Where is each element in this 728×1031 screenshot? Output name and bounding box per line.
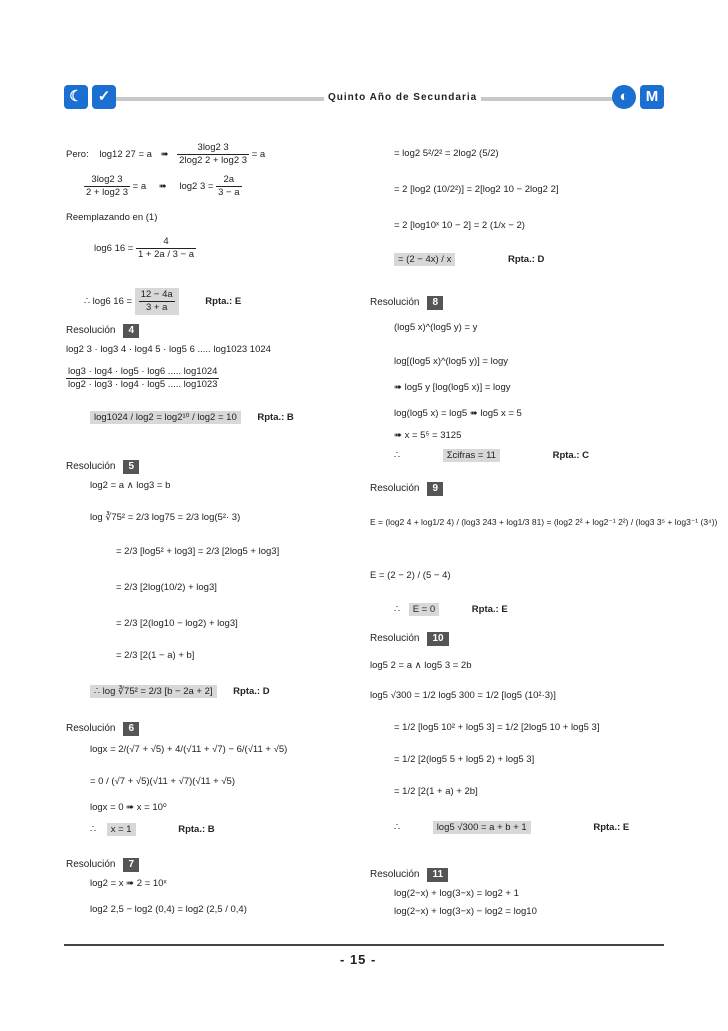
r6-line3: logx = 0 ➠ x = 10⁰ [90, 802, 167, 813]
page-number: - 15 - [340, 952, 377, 967]
res5-label: Resolución [66, 461, 116, 472]
r8-line1: (log5 x)^(log5 y) = y [394, 322, 478, 333]
r9-line1: E = (log2 4 + log1/2 4) / (log3 243 + log1/3 81) = (log2 2² + log2⁻¹ 2²) / (log3 3⁵ + log3⁻¹ (3⁴)) [370, 517, 718, 527]
pero-label: Pero: [66, 149, 89, 161]
frac-1: $\frac{3\log 2 3}{2\log 2 2 + \log 2 3}$ [179, 142, 248, 166]
r8-line5: ➠ x = 5⁵ = 3125 [394, 430, 462, 441]
brand-logo-icon: M [640, 85, 664, 109]
moon-logo-icon: ☾ [64, 85, 88, 109]
r4-line1: log2 3 · log3 4 · log4 5 · log5 6 ..... log1023 1024 [66, 344, 271, 355]
r4-frac: $\frac{\log 3 \cdot \log 4 \cdot \log 5 \cdot \log 6 ..... \log 1024}{\log 2 \cdot \log 3 \cdot \log 4 \cdot \log 5 ..... \log 1023}$ [68, 366, 218, 390]
page-header [64, 85, 664, 113]
res4-label: Resolución [66, 325, 116, 336]
frac-3: $\frac{2a}{3 - a}$ [218, 174, 240, 198]
res4-badge: 4 [123, 324, 139, 338]
r5-line4: = 2/3 [2log(10/2) + log3] [116, 582, 217, 593]
frac-2: $\frac{3\log 2 3}{2 + \log 2 3}$ [86, 174, 128, 198]
r11-line1: log(2−x) + log(3−x) = log2 + 1 [394, 888, 519, 899]
result-log6: ∴ log6 16 = [84, 296, 133, 308]
r9-result: E = 0 [409, 603, 439, 616]
r-line1: = log2 5²/2² = 2log2 (5/2) [394, 148, 499, 159]
r10-line5: = 1/2 [2(1 + a) + 2b] [394, 786, 478, 797]
rpta-b-1: Rpta.: B [257, 412, 294, 423]
reemplazando-text: Reemplazando en (1) [66, 212, 158, 223]
r5-line5: = 2/3 [2(log10 − log2) + log3] [116, 618, 238, 629]
r7-line1: log2 = x ➠ 2 = 10ˣ [90, 878, 167, 889]
r-line2: = 2 [log2 (10/2²)] = 2[log2 10 − 2log2 2] [394, 184, 559, 195]
res8-label: Resolución [370, 297, 420, 308]
res8-badge: 8 [427, 296, 443, 310]
frac-4: $\frac{4}{1 + 2a / 3 - a}$ [138, 236, 194, 260]
r8-line3: ➠ log5 y [log(log5 x)] = logy [394, 382, 511, 393]
r10-result: log5 √300 = a + b + 1 [433, 821, 531, 834]
r10-line3: = 1/2 [log5 10² + log5 3] = 1/2 [2log5 10 + log5 3] [394, 722, 600, 733]
res7-badge: 7 [123, 858, 139, 872]
res6-badge: 6 [123, 722, 139, 736]
r6-line2: = 0 / (√7 + √5)(√11 + √7)(√11 + √5) [90, 776, 235, 787]
footer-rule [64, 944, 664, 946]
res11-badge: 11 [427, 868, 448, 882]
r8-line4: log(log5 x) = log5 ➠ log5 x = 5 [394, 408, 522, 419]
circle-logo-icon: ◐ [612, 85, 636, 109]
r-result: = (2 − 4x) / x [394, 253, 455, 266]
r5-line1: log2 = a ∧ log3 = b [90, 480, 171, 491]
r10-line4: = 1/2 [2(log5 5 + log5 2) + log5 3] [394, 754, 535, 765]
r5-line2: log ∛75² = 2/3 log75 = 2/3 log(5²· 3) [90, 512, 241, 523]
rpta-e-2: Rpta.: E [471, 604, 508, 615]
rpta-e-3: Rpta.: E [593, 822, 630, 833]
rpta-e-1: Rpta.: E [205, 296, 242, 308]
res9-label: Resolución [370, 483, 420, 494]
r7-line2: log2 2,5 − log2 (0,4) = log2 (2,5 / 0,4) [90, 904, 247, 915]
r9-line2: E = (2 − 2) / (5 − 4) [370, 570, 451, 581]
header-title: Quinto Año de Secundaria [324, 92, 481, 103]
res10-label: Resolución [370, 633, 420, 644]
r5-line6: = 2/3 [2(1 − a) + b] [116, 650, 195, 661]
res6-label: Resolución [66, 723, 116, 734]
res10-badge: 10 [427, 632, 448, 646]
r6-line1: logx = 2/(√7 + √5) + 4/(√11 + √7) − 6/(√11 + √5) [90, 744, 288, 755]
r4-result: log1024 / log2 = log2¹⁰ / log2 = 10 [90, 411, 241, 424]
eq-log2-3: log2 3 = [179, 181, 214, 193]
res7-label: Resolución [66, 859, 116, 870]
eq-log12: log12 27 = a [99, 149, 152, 161]
r10-line1: log5 2 = a ∧ log5 3 = 2b [370, 660, 472, 671]
rpta-d-2: Rpta.: D [507, 254, 545, 265]
r8-result: Σcifras = 11 [443, 449, 500, 462]
res9-badge: 9 [427, 482, 443, 496]
res11-label: Resolución [370, 869, 420, 880]
check-logo-icon: ✓ [92, 85, 116, 109]
r5-line3: = 2/3 [log5² + log3] = 2/3 [2log5 + log3] [116, 546, 280, 557]
res5-badge: 5 [123, 460, 139, 474]
r5-result: ∴ log ∛75² = 2/3 [b − 2a + 2] [90, 685, 217, 698]
r10-line2: log5 √300 = 1/2 log5 300 = 1/2 [log5 (10²·3)] [370, 690, 556, 701]
r8-line2: log[(log5 x)^(log5 y)] = logy [394, 356, 509, 367]
frac-result: $\frac{12 - 4a}{3 + a}$ [135, 288, 179, 315]
r-line3: = 2 [log10ˣ 10 − 2] = 2 (1/x − 2) [394, 220, 525, 231]
r6-result: x = 1 [107, 823, 136, 836]
rpta-c: Rpta.: C [552, 450, 590, 461]
rpta-d-1: Rpta.: D [233, 686, 270, 697]
eq-log6: log6 16 = [94, 243, 134, 255]
rpta-b-2: Rpta.: B [178, 824, 215, 835]
r11-line2: log(2−x) + log(3−x) − log2 = log10 [394, 906, 537, 917]
